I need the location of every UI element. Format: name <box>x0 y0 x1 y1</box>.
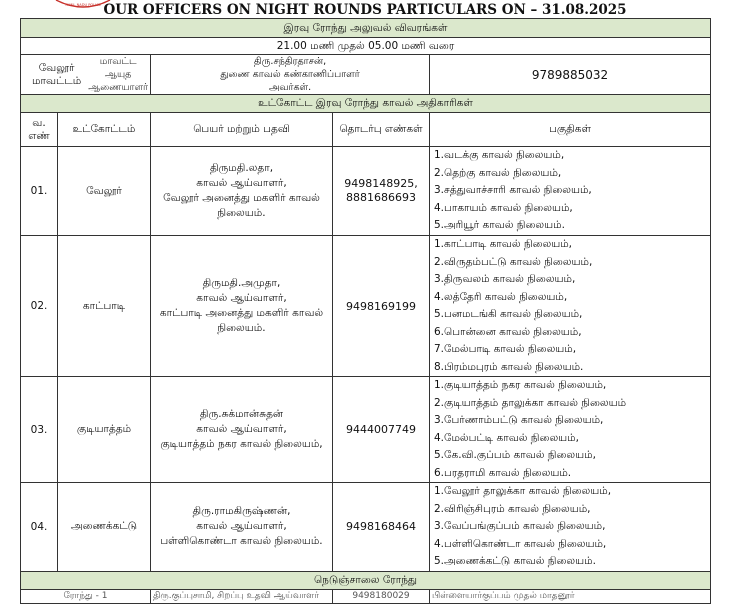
highway-heading: நெடுஞ்சாலை ரோந்து <box>21 571 711 589</box>
night-rounds-heading: இரவு ரோந்து அலுவல் விவரங்கள் <box>21 19 711 38</box>
row-subdivision: அணைக்கட்டு <box>58 483 151 572</box>
page-title: OUR OFFICERS ON NIGHT ROUNDS PARTICULARS ON – 31.08.2025 <box>103 2 627 18</box>
district-phone: 9789885032 <box>430 55 711 95</box>
row-phone: 9498169199 <box>333 236 430 377</box>
highway-officer: திரு.குப்புசாமி, சிறப்பு உதவி ஆய்வாளர் <box>151 589 333 603</box>
row-sno: 03. <box>21 377 58 483</box>
logo-text: TAMIL NADU POLICE <box>64 3 102 7</box>
table-row <box>21 483 711 572</box>
row-areas: 1.வேலூர் தாலுக்கா காவல் நிலையம், 2.விரிஞ்சிபுரம் காவல் நிலையம், 3.வேப்பங்குப்பம் காவல் நிலையம், 4.பள்ளிகொண்டா காவல் நிலையம், 5.அணைக்கட்டு காவல் நிலையம். <box>430 483 711 572</box>
district-name: வேலூர் மாவட்டம் மாவட்ட ஆயுத ஆணையாளர் <box>21 55 151 95</box>
night-rounds-table <box>20 18 711 604</box>
row-officer: திருமதி.அமுதா, காவல் ஆய்வாளர், காட்பாடி அனைத்து மகளிர் காவல் நிலையம். <box>151 236 333 377</box>
header-areas: பகுதிகள் <box>430 113 711 147</box>
row-officer: திரு.ராமகிருஷ்ணன், காவல் ஆய்வாளர், பள்ளிகொண்டா காவல் நிலையம். <box>151 483 333 572</box>
row-officer: திருமதி.லதா, காவல் ஆய்வாளர், வேலூர் அனைத்து மகளிர் காவல் நிலையம். <box>151 147 333 236</box>
row-sno: 02. <box>21 236 58 377</box>
row-subdivision: காட்பாடி <box>58 236 151 377</box>
row-subdivision: குடியாத்தம் <box>58 377 151 483</box>
row-sno: 04. <box>21 483 58 572</box>
highway-area: பிள்ளையார்குப்பம் முதல் மாதனூர் <box>430 589 711 603</box>
row-phone: 9498168464 <box>333 483 430 572</box>
district-role-line1: மாவட்ட ஆயுத <box>99 56 137 80</box>
table-row <box>21 589 711 603</box>
row-areas: 1.காட்பாடி காவல் நிலையம், 2.விருதம்பட்டு காவல் நிலையம், 3.திருவலம் காவல் நிலையம், 4.லத்தேரி காவல் நிலையம், 5.பனமடங்கி காவல் நிலையம், 6.பொன்னை காவல் நிலையம், 7.மேல்பாடி காவல் நிலையம், 8.பிரம்மபுரம் காவல் நிலையம். <box>430 236 711 377</box>
row-phone: 9498148925, 8881686693 <box>333 147 430 236</box>
row-subdivision: வேலூர் <box>58 147 151 236</box>
row-areas: 1.வடக்கு காவல் நிலையம், 2.தெற்கு காவல் நிலையம், 3.சத்துவாச்சாரி காவல் நிலையம், 4.பாகாயம் காவல் நிலையம், 5.அரியூர் காவல் நிலையம். <box>430 147 711 236</box>
table-row <box>21 377 711 483</box>
header-contact: தொடர்பு எண்கள் <box>333 113 430 147</box>
table-row <box>21 236 711 377</box>
header-subdivision: உட்கோட்டம் <box>58 113 151 147</box>
row-phone: 9444007749 <box>333 377 430 483</box>
subdivision-heading: உட்கோட்ட இரவு ரோந்து காவல் அதிகாரிகள் <box>21 95 711 113</box>
district-role-line2: ஆணையாளர் <box>88 82 148 93</box>
highway-phone: 9498180029 <box>333 589 430 603</box>
district-officer: திரு.சந்திரதாசன், துணை காவல் கண்காணிப்பாளர் அவர்கள். <box>151 55 430 95</box>
row-sno: 01. <box>21 147 58 236</box>
header-name-post: பெயர் மற்றும் பதவி <box>151 113 333 147</box>
row-officer: திரு.சுக்மான்சுதன் காவல் ஆய்வாளர், குடியாத்தம் நகர காவல் நிலையம், <box>151 377 333 483</box>
header-sno: வ. எண் <box>21 113 58 147</box>
row-areas: 1.குடியாத்தம் நகர காவல் நிலையம், 2.குடியாத்தம் தாலுக்கா காவல் நிலையம் 3.பேர்ணாம்பட்டு காவல் நிலையம், 4.மேல்பட்டி காவல் நிலையம், 5.கே.வி.குப்பம் காவல் நிலையம், 6.பரதராமி காவல் நிலையம். <box>430 377 711 483</box>
highway-patrol: ரோந்து - 1 <box>21 589 151 603</box>
time-range: 21.00 மணி முதல் 05.00 மணி வரை <box>21 38 711 55</box>
table-row <box>21 147 711 236</box>
